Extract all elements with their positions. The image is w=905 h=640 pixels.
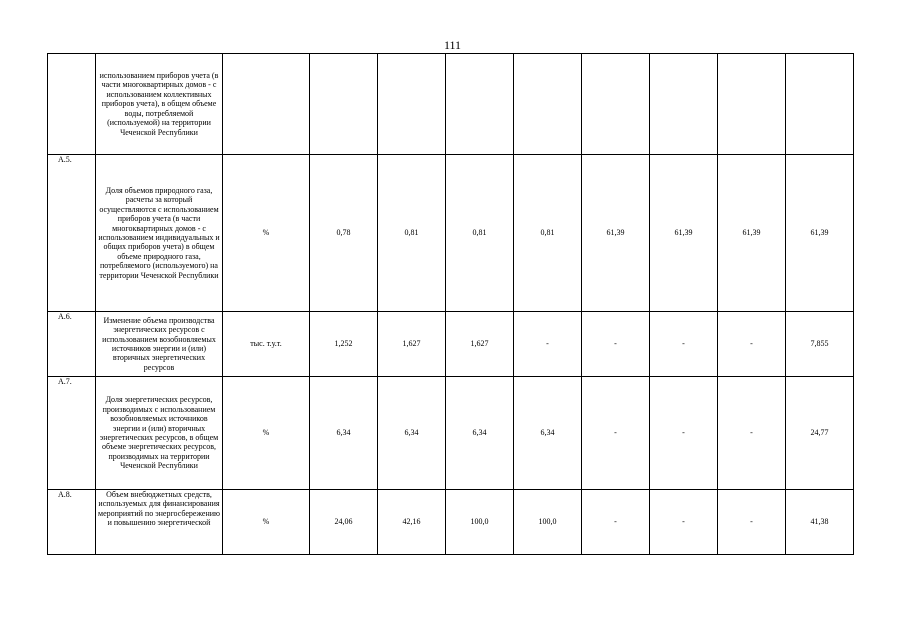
indicator-code: А.8. — [48, 490, 96, 555]
value-cell: - — [650, 312, 718, 377]
value-cell — [718, 54, 786, 155]
value-cell: 6,34 — [446, 377, 514, 490]
indicator-name: Доля объемов природного газа, расчеты за который осуществляются с использованием приборов учета (в части многоквартирных домов - с использованием индивидуальных и общих приборов учета) в общем объеме природного газа, потребляемого (используемого) на территории Чеченской Республики — [96, 155, 223, 312]
indicator-name: использованием приборов учета (в части многоквартирных домов - с использованием коллективных приборов учета), в общем объеме воды, потребляемой (используемой) на территории Чеченской Республики — [96, 54, 223, 155]
indicator-code: А.7. — [48, 377, 96, 490]
indicators-table — [47, 53, 854, 555]
unit-cell — [223, 54, 310, 155]
indicator-name: Объем внебюджетных средств, используемых для финансирования мероприятий по энергосбережению и повышению энергетической — [96, 490, 223, 555]
value-cell: 1,627 — [378, 312, 446, 377]
value-cell: 41,38 — [786, 490, 854, 555]
value-cell: 61,39 — [650, 155, 718, 312]
value-cell — [582, 54, 650, 155]
value-cell — [650, 54, 718, 155]
value-cell: 6,34 — [378, 377, 446, 490]
value-cell: 7,855 — [786, 312, 854, 377]
table-row — [48, 490, 854, 555]
value-cell: - — [718, 377, 786, 490]
value-cell — [378, 54, 446, 155]
value-cell: 0,81 — [514, 155, 582, 312]
value-cell: - — [718, 490, 786, 555]
unit-cell: % — [223, 490, 310, 555]
table-row — [48, 377, 854, 490]
value-cell: 61,39 — [786, 155, 854, 312]
value-cell: - — [650, 377, 718, 490]
value-cell: - — [582, 312, 650, 377]
value-cell: - — [650, 490, 718, 555]
indicator-name: Изменение объема производства энергетических ресурсов с использованием возобновляемых источников энергии и (или) вторичных энергетических ресурсов — [96, 312, 223, 377]
value-cell — [310, 54, 378, 155]
value-cell: 100,0 — [514, 490, 582, 555]
table-row — [48, 312, 854, 377]
indicator-name: Доля энергетических ресурсов, производимых с использованием возобновляемых источников энергии и (или) вторичных энергетических ресурсов, в общем объеме энергетических ресурсов, производимых на территории Чеченской Республики — [96, 377, 223, 490]
unit-cell: % — [223, 377, 310, 490]
page-number: 111 — [443, 38, 462, 52]
value-cell: - — [718, 312, 786, 377]
value-cell: 100,0 — [446, 490, 514, 555]
value-cell — [786, 54, 854, 155]
value-cell: - — [514, 312, 582, 377]
value-cell: 6,34 — [310, 377, 378, 490]
value-cell: - — [582, 377, 650, 490]
value-cell — [446, 54, 514, 155]
table-row — [48, 54, 854, 155]
value-cell: 42,16 — [378, 490, 446, 555]
value-cell: 0,81 — [378, 155, 446, 312]
table-row — [48, 155, 854, 312]
value-cell: 0,78 — [310, 155, 378, 312]
value-cell — [514, 54, 582, 155]
value-cell: 24,77 — [786, 377, 854, 490]
indicator-code: А.6. — [48, 312, 96, 377]
unit-cell: тыс. т.у.т. — [223, 312, 310, 377]
value-cell: 6,34 — [514, 377, 582, 490]
value-cell: 61,39 — [582, 155, 650, 312]
value-cell: 61,39 — [718, 155, 786, 312]
indicator-code — [48, 54, 96, 155]
value-cell: 1,252 — [310, 312, 378, 377]
value-cell: 1,627 — [446, 312, 514, 377]
value-cell: - — [582, 490, 650, 555]
indicator-code: А.5. — [48, 155, 96, 312]
value-cell: 0,81 — [446, 155, 514, 312]
value-cell: 24,06 — [310, 490, 378, 555]
unit-cell: % — [223, 155, 310, 312]
